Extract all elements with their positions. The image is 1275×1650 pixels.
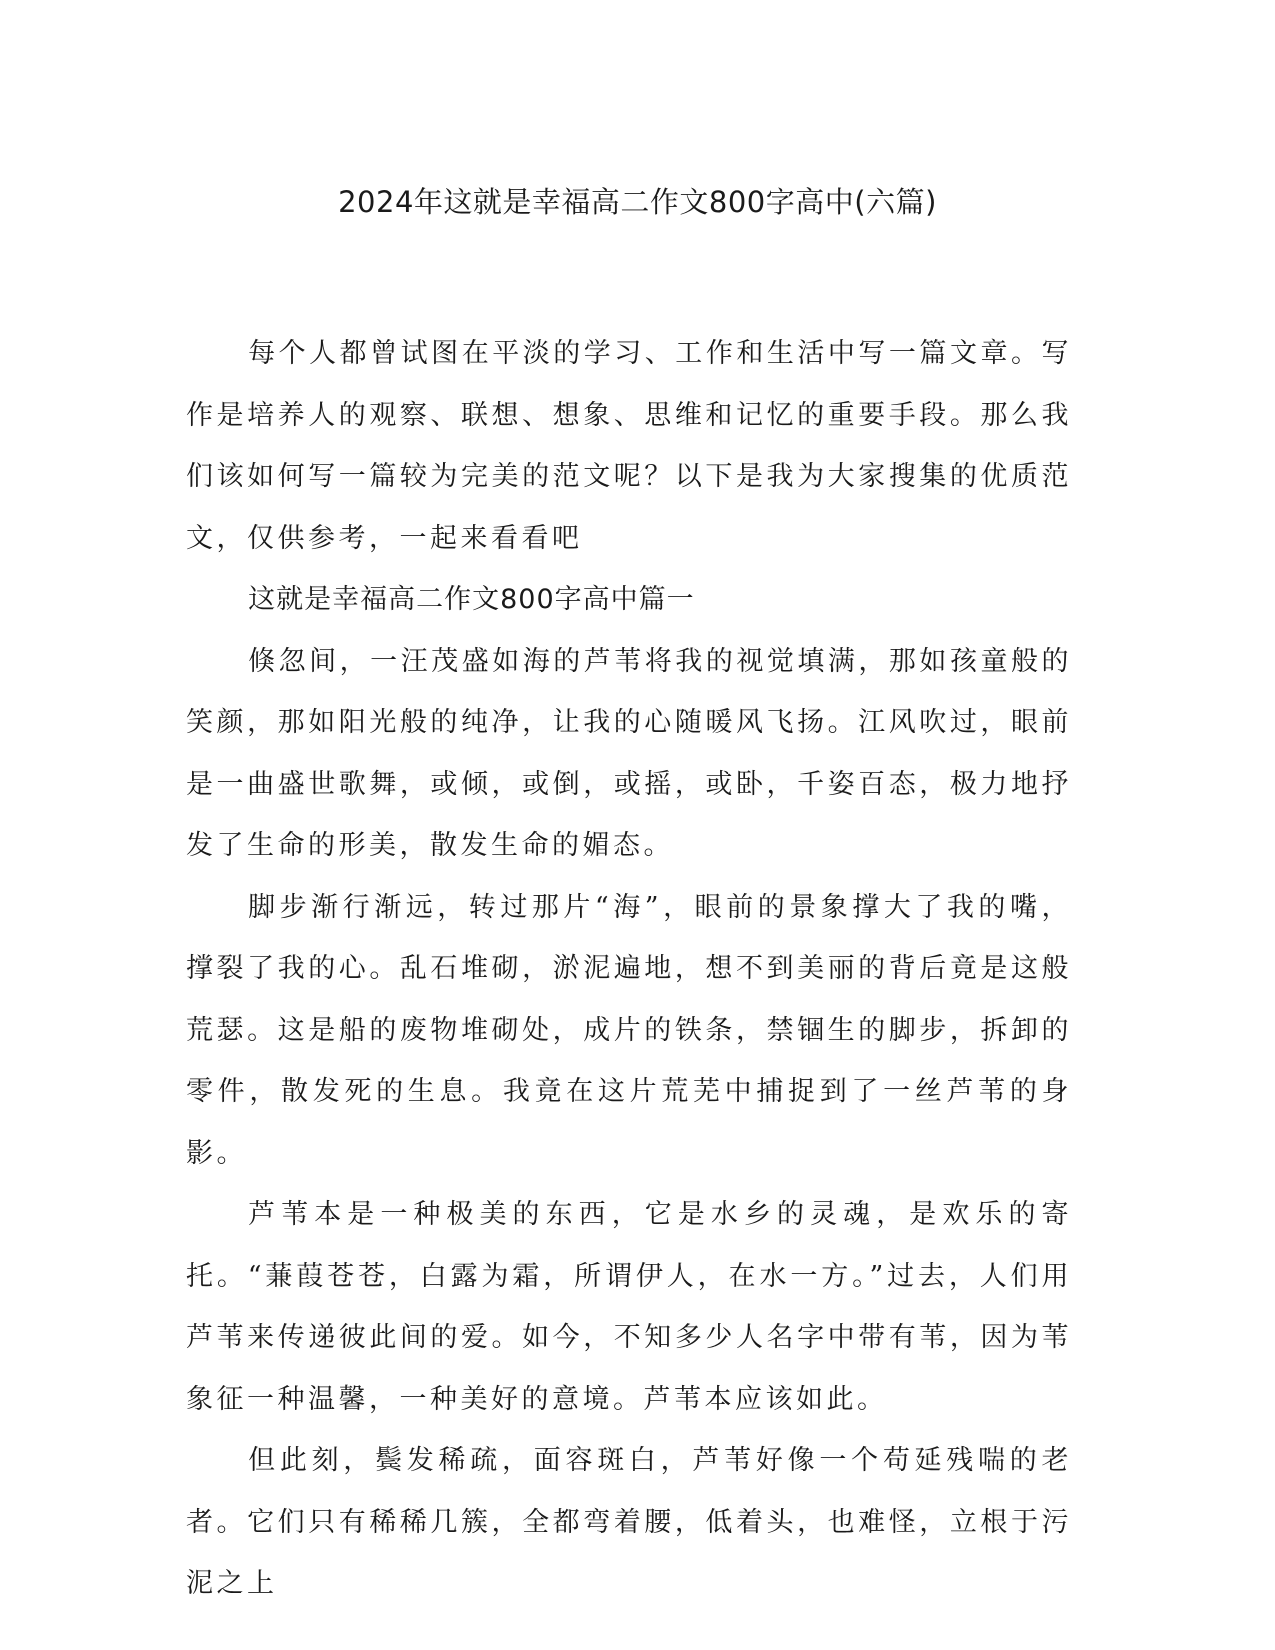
document-body <box>186 323 1072 1615</box>
document-title: 2024年这就是幸福高二作文800字高中(六篇) <box>338 185 937 219</box>
body-paragraph: 芦苇本是一种极美的东西，它是水乡的灵魂，是欢乐的寄托。“蒹葭苍苍，白露为霜，所谓伊人，在水一方。”过去，人们用芦苇来传递彼此间的爱。如今，不知多少人名字中带有苇，因为苇象征一种温馨，一种美好的意境。芦苇本应该如此。 <box>186 1199 1072 1415</box>
body-paragraph: 但此刻，鬓发稀疏，面容斑白，芦苇好像一个苟延残喘的老者。它们只有稀稀几簇，全都弯着腰，低着头，也难怪，立根于污泥之上 <box>186 1445 1072 1599</box>
body-paragraph: 倏忽间，一汪茂盛如海的芦苇将我的视觉填满，那如孩童般的笑颜，那如阳光般的纯净，让我的心随暖风飞扬。江风吹过，眼前是一曲盛世歌舞，或倾，或倒，或摇，或卧，千姿百态，极力地抒发了生命的形美，散发生命的媚态。 <box>186 645 1072 861</box>
section-heading: 这就是幸福高二作文800字高中篇一 <box>248 584 695 615</box>
intro-paragraph: 每个人都曾试图在平淡的学习、工作和生活中写一篇文章。写作是培养人的观察、联想、想象、思维和记忆的重要手段。那么我们该如何写一篇较为完美的范文呢？以下是我为大家搜集的优质范文，仅供参考，一起来看看吧 <box>186 338 1072 554</box>
body-paragraph: 脚步渐行渐远，转过那片“海”，眼前的景象撑大了我的嘴，撑裂了我的心。乱石堆砌，淤泥遍地，想不到美丽的背后竟是这般荒瑟。这是船的废物堆砌处，成片的铁条，禁锢生的脚步，拆卸的零件，散发死的生息。我竟在这片荒芜中捕捉到了一丝芦苇的身影。 <box>186 891 1072 1169</box>
